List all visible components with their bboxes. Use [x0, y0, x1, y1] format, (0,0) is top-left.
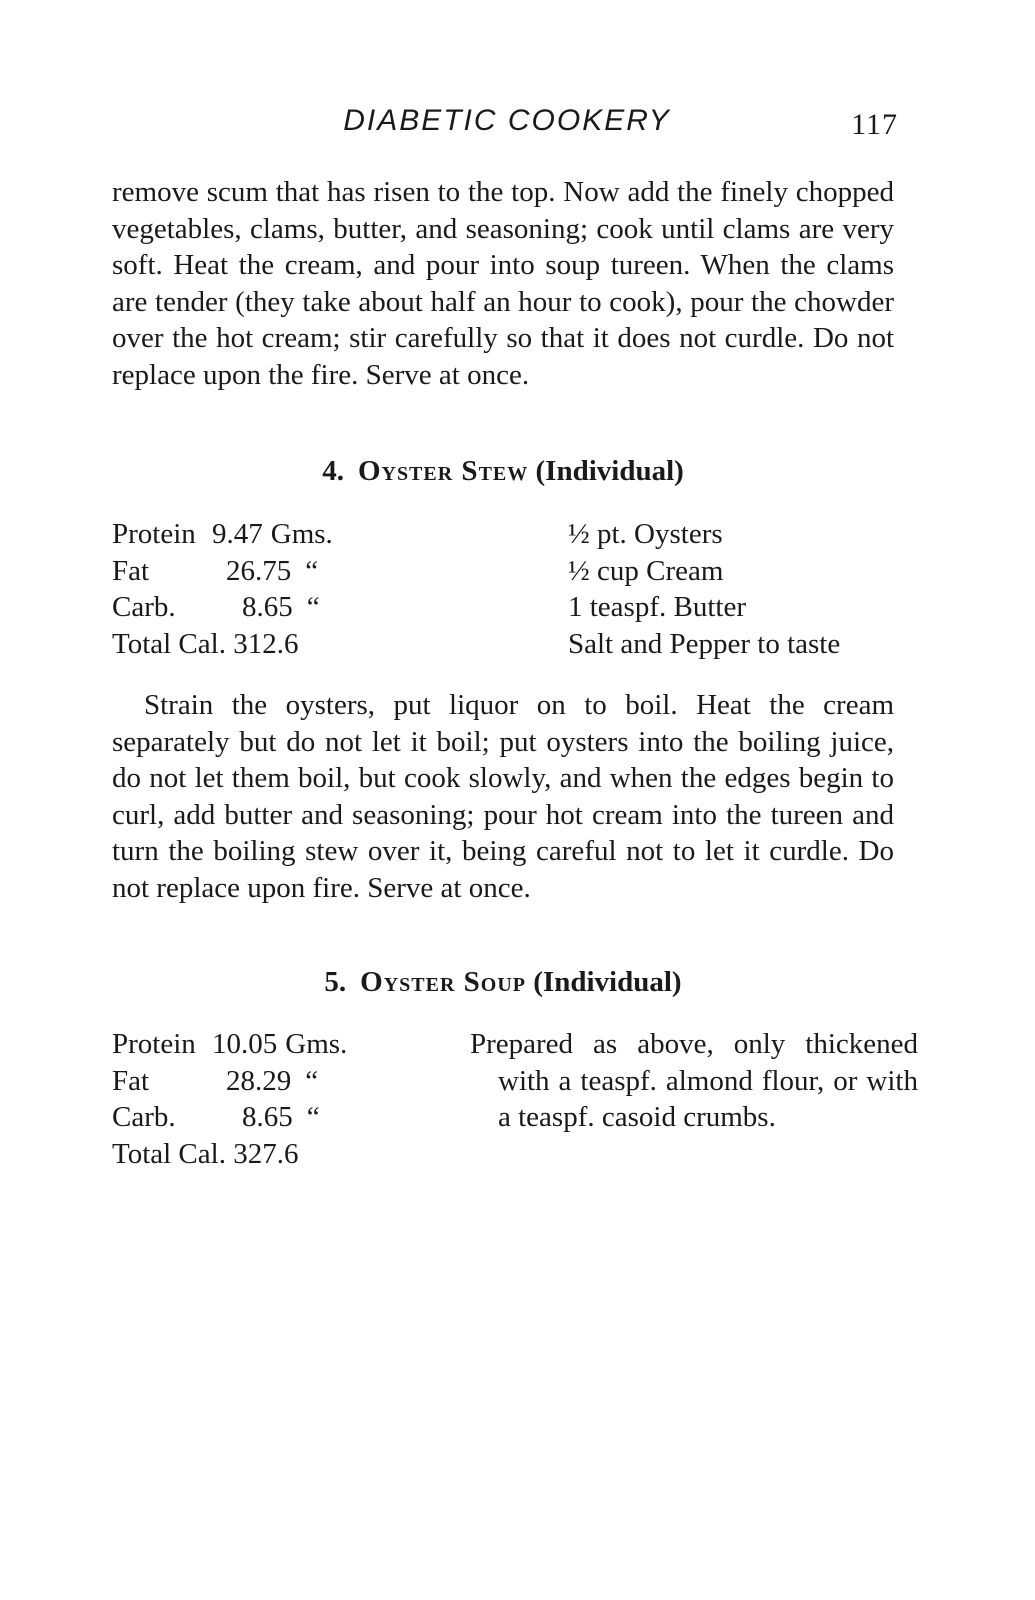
- nutrient-unit: Gms.: [285, 1028, 348, 1060]
- paragraph-stew-method: Strain the oysters, put liquor on to boil. Heat the cream separately but do not let it boil; put oysters into the boiling juice, do not let them boil, but cook slowly, and when the edges begin to curl, add butter and seasoning; pour hot cream into the tureen and turn the boiling stew over it, being careful not to let it curdle. Do not replace upon fire. Serve at once.: [112, 689, 894, 904]
- nutrient-value: 9.47: [212, 518, 263, 550]
- nutrient-label: Fat: [112, 554, 150, 587]
- recipe-title: Oyster Stew: [357, 455, 529, 487]
- nutrient-label: Total Cal.: [112, 627, 226, 660]
- nutrition-row-protein: [112, 516, 333, 553]
- page-number: 117: [851, 108, 898, 141]
- nutrient-label: Protein: [112, 1028, 196, 1060]
- nutrient-value: 8.65: [242, 591, 293, 623]
- nutrient-label: Protein: [112, 518, 196, 550]
- nutrient-unit: Gms.: [270, 518, 333, 550]
- recipe-number: 4.: [322, 455, 344, 487]
- recipe-note-oyster-soup: Prepared as above, only thickened with a teaspf. almond flour, or with a teaspf. casoid crumbs.: [470, 1028, 918, 1133]
- nutrition-row-carb: [112, 1099, 347, 1136]
- ditto-mark: “: [306, 1101, 320, 1133]
- nutrition-table-oyster-soup: [112, 1026, 347, 1172]
- nutrient-label: Carb.: [112, 1101, 176, 1133]
- recipe-heading-oyster-soup: [112, 966, 894, 999]
- paragraph-chowder-continuation: remove scum that has risen to the top. Now add the finely chopped vegetables, clams, butter, and seasoning; cook until clams are very soft. Heat the cream, and pour into soup tureen. When the clams are tender (they take about half an hour to cook), pour the chowder over the hot cream; stir carefully so that it does not curdle. Do not replace upon the fire. Serve at once.: [112, 176, 894, 391]
- running-head: [112, 104, 902, 144]
- nutrition-row-carb: [112, 589, 333, 626]
- recipe-qualifier: (Individual): [533, 966, 682, 998]
- nutrition-row-fat: [112, 553, 333, 590]
- recipe-number: 5.: [324, 966, 347, 998]
- nutrient-value: 312.6: [233, 627, 299, 660]
- nutrient-label: Total Cal.: [112, 1137, 226, 1170]
- nutrition-table-oyster-stew: [112, 516, 333, 662]
- nutrient-value: 10.05: [212, 1028, 278, 1060]
- nutrient-value: 28.29: [226, 1064, 292, 1097]
- running-title: DIABETIC COOKERY: [343, 104, 671, 137]
- ditto-mark: “: [305, 554, 319, 587]
- recipe-qualifier: (Individual): [535, 455, 684, 487]
- nutrient-value: 26.75: [226, 554, 292, 587]
- ingredient-item: Salt and Pepper to taste: [568, 627, 841, 660]
- ingredient-item: 1 teaspf. Butter: [568, 591, 746, 623]
- ingredient-list-oyster-stew: [568, 516, 840, 662]
- nutrition-row-total-cal: [112, 1136, 347, 1173]
- nutrition-row-total-cal: [112, 626, 333, 663]
- ingredient-item: ½ cup Cream: [568, 554, 724, 587]
- nutrient-label: Fat: [112, 1064, 150, 1097]
- nutrient-label: Carb.: [112, 591, 176, 623]
- nutrition-row-fat: [112, 1063, 347, 1100]
- recipe-title: Oyster Soup: [360, 966, 527, 998]
- nutrient-value: 8.65: [242, 1101, 293, 1133]
- ingredient-item: ½ pt. Oysters: [568, 518, 723, 550]
- nutrition-row-protein: [112, 1026, 347, 1063]
- nutrient-value: 327.6: [233, 1137, 299, 1170]
- recipe-heading-oyster-stew: [112, 455, 894, 488]
- ditto-mark: “: [305, 1064, 319, 1097]
- ditto-mark: “: [306, 591, 320, 623]
